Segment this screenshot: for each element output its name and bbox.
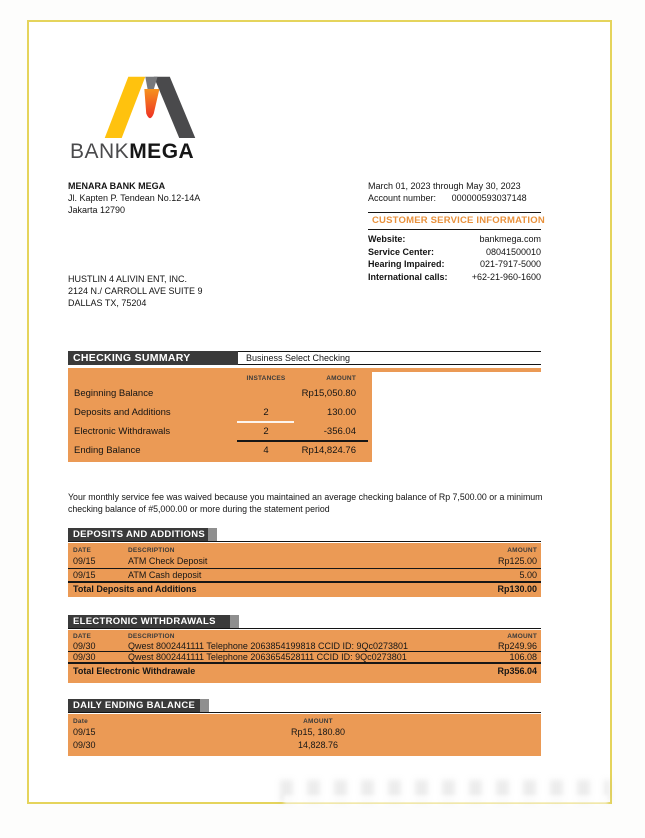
deposits-total-label: Total Deposits and Additions [73, 584, 197, 594]
checking-summary-header: CHECKING SUMMARY [68, 351, 238, 365]
summary-row-label: Beginning Balance [74, 388, 154, 399]
summary-underline-black [237, 440, 368, 442]
recipient-city: DALLAS TX, 75204 [68, 297, 147, 308]
deposit-row-description: ATM Check Deposit [128, 556, 208, 566]
recipient-address-block [68, 274, 203, 309]
withdrawals-header-rule [68, 628, 541, 629]
summary-row-instances: 2 [263, 407, 269, 418]
cs-row-international [368, 271, 541, 284]
deposits-col-date: DATE [73, 547, 92, 554]
bank-mega-logo-icon [100, 72, 200, 138]
deposits-header-rule [68, 541, 541, 542]
bank-street: Jl. Kapten P. Tendean No.12-14A [68, 192, 201, 203]
cs-row-hearing-impaired [368, 258, 541, 271]
daily-col-date: Date [73, 718, 88, 725]
withdrawals-col-date: DATE [73, 633, 92, 640]
wordmark-mega: MEGA [129, 140, 195, 163]
cs-label: Service Center: [368, 246, 435, 257]
withdrawal-row-description: Qwest 8002441111 Telephone 2063854199818 CCID ID: 9Qc0273801 [128, 641, 409, 651]
statement-info [368, 181, 541, 205]
withdrawals-header-tail [230, 615, 239, 628]
cs-value: 08041500010 [485, 246, 541, 257]
summary-row-instances: 2 [263, 426, 269, 437]
summary-row-amount: Rp14,824.76 [301, 445, 356, 456]
deposits-col-amount: AMOUNT [507, 547, 537, 554]
account-number-value: 000000593037148 [451, 192, 527, 203]
wordmark-bank: BANK [70, 140, 130, 163]
daily-row-amount: Rp15, 180.80 [290, 727, 346, 737]
cs-value: 021-7917-5000 [479, 259, 541, 270]
daily-col-amount: AMOUNT [303, 718, 333, 725]
deposits-header-tail [208, 528, 217, 541]
deposits-table [68, 543, 541, 597]
statement-period: March 01, 2023 through May 30, 2023 [368, 181, 521, 191]
account-type-subtitle: Business Select Checking [238, 351, 541, 365]
account-number-label: Account number: [368, 192, 437, 203]
summary-row-label: Deposits and Additions [74, 407, 171, 418]
withdrawals-total-amount: Rp356.04 [497, 666, 537, 676]
daily-row-amount: 14,828.76 [297, 740, 339, 750]
summary-col-amount: AMOUNT [326, 375, 356, 382]
deposits-row-divider [68, 568, 541, 569]
customer-service-title: CUSTOMER SERVICE INFORMATION [372, 215, 545, 226]
summary-row-amount: 130.00 [326, 407, 356, 418]
deposit-row-amount: Rp125.00 [497, 556, 537, 566]
daily-balance-table [68, 714, 541, 756]
deposit-row-amount: 5.00 [519, 570, 537, 580]
withdrawal-row-amount: Rp249.96 [497, 641, 537, 651]
deposit-row-description: ATM Cash deposit [128, 570, 202, 580]
deposits-total-divider [68, 581, 541, 583]
withdrawals-total-divider [68, 662, 541, 664]
scan-smudge-cover [284, 795, 608, 804]
summary-row-instances: 4 [263, 445, 269, 456]
customer-service-table [368, 233, 541, 283]
cs-mid-rule [368, 229, 541, 230]
cs-label: Hearing Impaired: [368, 259, 445, 270]
cs-label: Website: [368, 234, 406, 244]
recipient-street: 2124 N./ CARROLL AVE SUITE 9 [68, 285, 203, 296]
withdrawal-row-description: Qwest 8002441111 Telephone 2063654528111 CCID ID: 9Qc0273801 [128, 652, 407, 662]
daily-balance-header-tail [200, 699, 209, 712]
bank-city: Jakarta 12790 [68, 204, 126, 215]
withdrawals-col-amount: AMOUNT [507, 633, 537, 640]
summary-row-amount: Rp15,050.80 [301, 388, 356, 399]
withdrawal-row-amount: 106.08 [509, 652, 537, 662]
withdrawal-row-date: 09/30 [73, 641, 96, 651]
service-fee-note: Your monthly service fee was waived because you maintained an average checking balance of Rp 7,500.00 or a minimum checking balance of #5,000.00 or more during the statement period [68, 492, 543, 514]
deposit-row-date: 09/15 [73, 570, 96, 580]
daily-row-date: 09/15 [73, 727, 96, 737]
summary-row-label: Ending Balance [74, 445, 141, 456]
bank-name: MENARA BANK MEGA [68, 181, 166, 191]
deposits-header: DEPOSITS AND ADDITIONS [68, 528, 208, 541]
cs-row-website [368, 233, 541, 246]
cs-value: bankmega.com [479, 234, 541, 244]
bank-mega-wordmark [70, 140, 194, 164]
withdrawals-total-label: Total Electronic Withdrawale [73, 666, 196, 676]
summary-row-label: Electronic Withdrawals [74, 426, 171, 437]
bank-address-block [68, 181, 200, 216]
summary-row-amount: -356.04 [323, 426, 356, 437]
daily-balance-header: DAILY ENDING BALANCE [68, 699, 200, 712]
deposits-total-amount: Rp130.00 [497, 584, 537, 594]
deposit-row-date: 09/15 [73, 556, 96, 566]
cs-label: International calls: [368, 271, 448, 282]
withdrawals-table [68, 630, 541, 683]
cs-row-service-center [368, 246, 541, 259]
deposits-col-description: DESCRIPTION [128, 547, 175, 554]
summary-underline-white [237, 421, 294, 423]
summary-col-instances: INSTANCES [246, 375, 286, 382]
withdrawals-header: ELECTRONIC WITHDRAWALS [68, 615, 230, 628]
cs-value: +62-21-960-1600 [471, 271, 541, 282]
cs-top-rule [368, 212, 541, 213]
withdrawals-col-description: DESCRIPTION [128, 633, 175, 640]
account-number-row [368, 193, 541, 205]
withdrawal-row-date: 09/30 [73, 652, 96, 662]
daily-row-date: 09/30 [73, 740, 96, 750]
daily-balance-header-rule [68, 712, 541, 713]
recipient-name: HUSTLIN 4 ALIVIN ENT, INC. [68, 274, 188, 284]
